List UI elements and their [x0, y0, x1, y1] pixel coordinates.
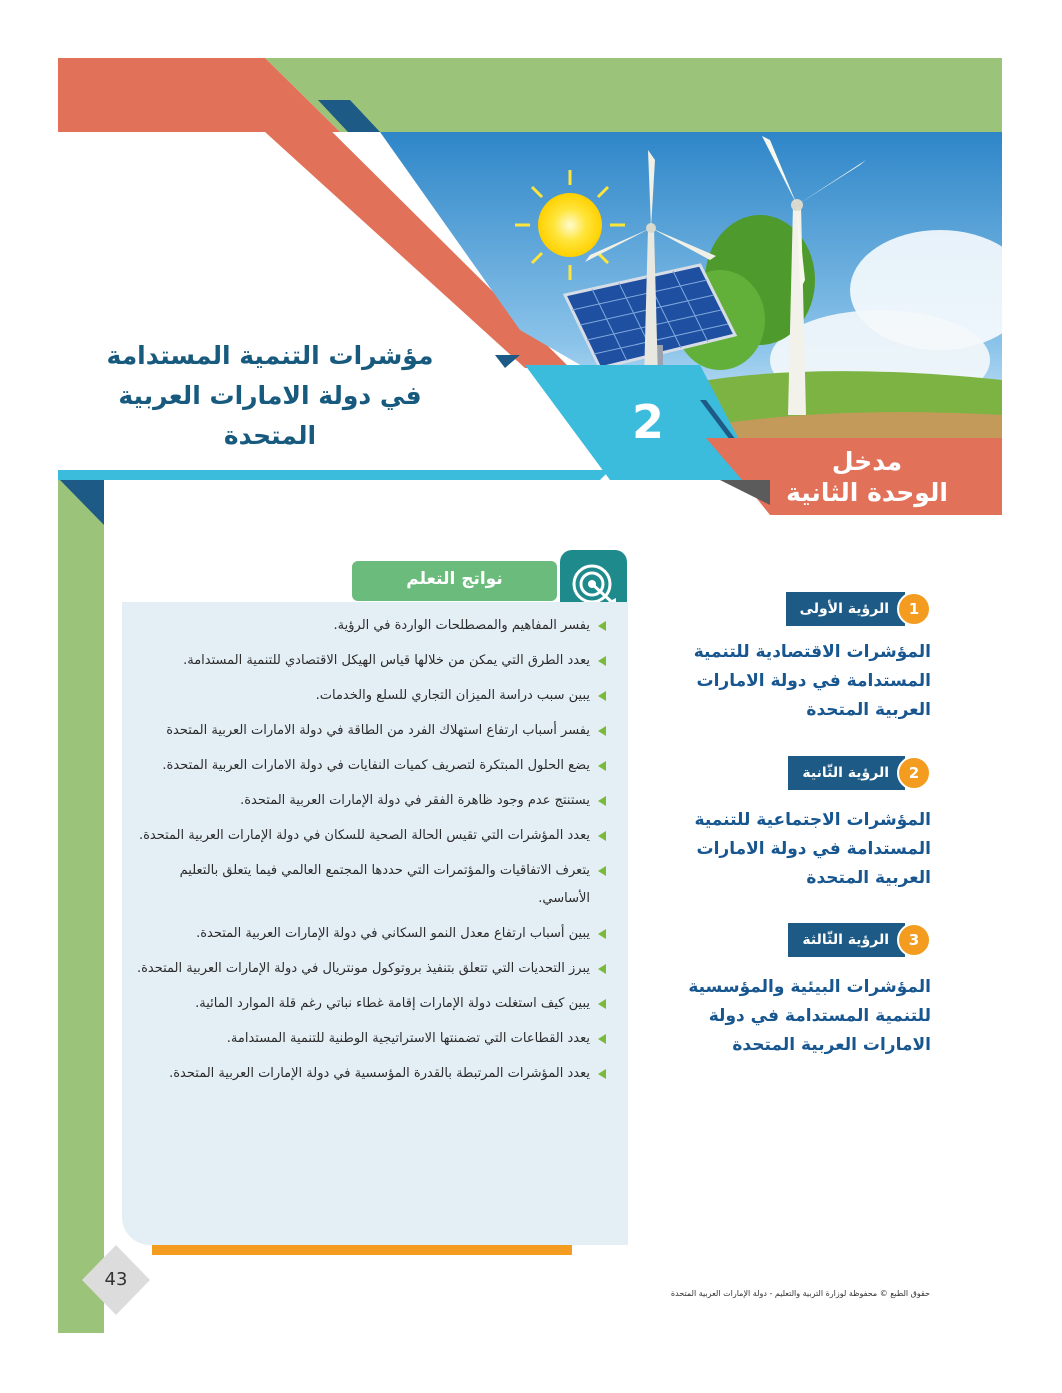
- bullet-triangle-icon: [598, 1034, 606, 1044]
- vision-1: [650, 590, 935, 730]
- bullet-triangle-icon: [598, 866, 606, 876]
- list-item: يبين سبب دراسة الميزان التجاري للسلع والخدمات.: [136, 682, 606, 710]
- learning-outcomes-list: [136, 612, 606, 1095]
- page-number: 43: [104, 1269, 128, 1290]
- bullet-triangle-icon: [598, 656, 606, 666]
- list-item: يعدد المؤشرات المرتبطة بالقدرة المؤسسية في دولة الإمارات العربية المتحدة.: [136, 1060, 606, 1088]
- unit-number: 2: [631, 395, 664, 449]
- list-item: يفسر أسباب ارتفاع استهلاك الفرد من الطاقة في دولة الامارات العربية المتحدة: [136, 717, 606, 745]
- list-item: يعدد المؤشرات التي تقيس الحالة الصحية للسكان في دولة الإمارات العربية المتحدة.: [136, 822, 606, 850]
- list-item: يتعرف الاتفاقيات والمؤتمرات التي حددها المجتمع العالمي فيما يتعلق بالتعليم الأساسي.: [136, 857, 606, 913]
- vision-2-number: 2: [897, 756, 931, 790]
- list-item: يبين كيف استغلت دولة الإمارات إقامة غطاء نباتي رغم قلة الموارد المائية.: [136, 990, 606, 1018]
- vision-3-label: الرؤية الثّالثة: [788, 923, 905, 957]
- vision-3: [650, 921, 935, 1071]
- orange-underline: [152, 1245, 572, 1255]
- list-item: يستنتج عدم وجود ظاهرة الفقر في دولة الإمارات العربية المتحدة.: [136, 787, 606, 815]
- bullet-triangle-icon: [598, 726, 606, 736]
- bullet-triangle-icon: [598, 929, 606, 939]
- list-item: يضع الحلول المبتكرة لتصريف كميات النفايات في دولة الامارات العربية المتحدة.: [136, 752, 606, 780]
- bullet-triangle-icon: [598, 1069, 606, 1079]
- vision-2: [650, 754, 935, 894]
- bullet-triangle-icon: [598, 964, 606, 974]
- list-item: يبرز التحديات التي تتعلق بتنفيذ بروتوكول مونتريال في دولة الإمارات العربية المتحدة.: [136, 955, 606, 983]
- vision-1-number: 1: [897, 592, 931, 626]
- vision-1-text: المؤشرات الاقتصادية للتنمية المستدامة في دولة الامارات العربية المتحدة: [693, 642, 931, 720]
- list-item: يفسر المفاهيم والمصطلحات الواردة في الرؤية.: [136, 612, 606, 640]
- page-title: [80, 336, 460, 456]
- vision-2-text: المؤشرات الاجتماعية للتنمية المستدامة في دولة الامارات العربية المتحدة: [694, 810, 931, 888]
- vision-1-label: الرؤية الأولى: [786, 592, 905, 626]
- navy-triangle-accent: [495, 355, 520, 368]
- bullet-triangle-icon: [598, 621, 606, 631]
- vision-3-text: المؤشرات البيئية والمؤسسية للتنمية المستدامة في دولة الامارات العربية المتحدة: [688, 977, 931, 1055]
- unit-label-line2: الوحدة الثانية: [786, 478, 948, 507]
- list-item: يعدد القطاعات التي تضمنتها الاستراتيجية الوطنية للتنمية المستدامة.: [136, 1025, 606, 1053]
- bullet-triangle-icon: [598, 691, 606, 701]
- unit-label-line1: مدخل: [831, 447, 903, 476]
- list-item: يعدد الطرق التي يمكن من خلالها قياس الهيكل الاقتصادي للتنمية المستدامة.: [136, 647, 606, 675]
- bullet-triangle-icon: [598, 999, 606, 1009]
- bullet-triangle-icon: [598, 796, 606, 806]
- sun-icon: [538, 193, 602, 257]
- bullet-triangle-icon: [598, 831, 606, 841]
- list-item: يبين أسباب ارتفاع معدل النمو السكاني في دولة الإمارات العربية المتحدة.: [136, 920, 606, 948]
- copyright-notice: حقوق الطبع © محفوظة لوزارة التربية والتعليم - دولة الإمارات العربية المتحدة: [670, 1289, 930, 1298]
- page-title-line2: في دولة الامارات العربية المتحدة: [118, 381, 422, 450]
- learning-outcomes-box: [122, 602, 628, 1245]
- unit-label: [742, 446, 992, 508]
- vision-2-label: الرؤية الثّانية: [788, 756, 905, 790]
- bullet-triangle-icon: [598, 761, 606, 771]
- vision-3-number: 3: [897, 923, 931, 957]
- page-title-line1: مؤشرات التنمية المستدامة: [106, 341, 434, 370]
- cyan-rule: [58, 470, 610, 480]
- learning-outcomes-title: نواتج التعلم: [406, 569, 503, 589]
- top-green-band: [265, 58, 1002, 132]
- left-green-bar: [58, 480, 104, 1333]
